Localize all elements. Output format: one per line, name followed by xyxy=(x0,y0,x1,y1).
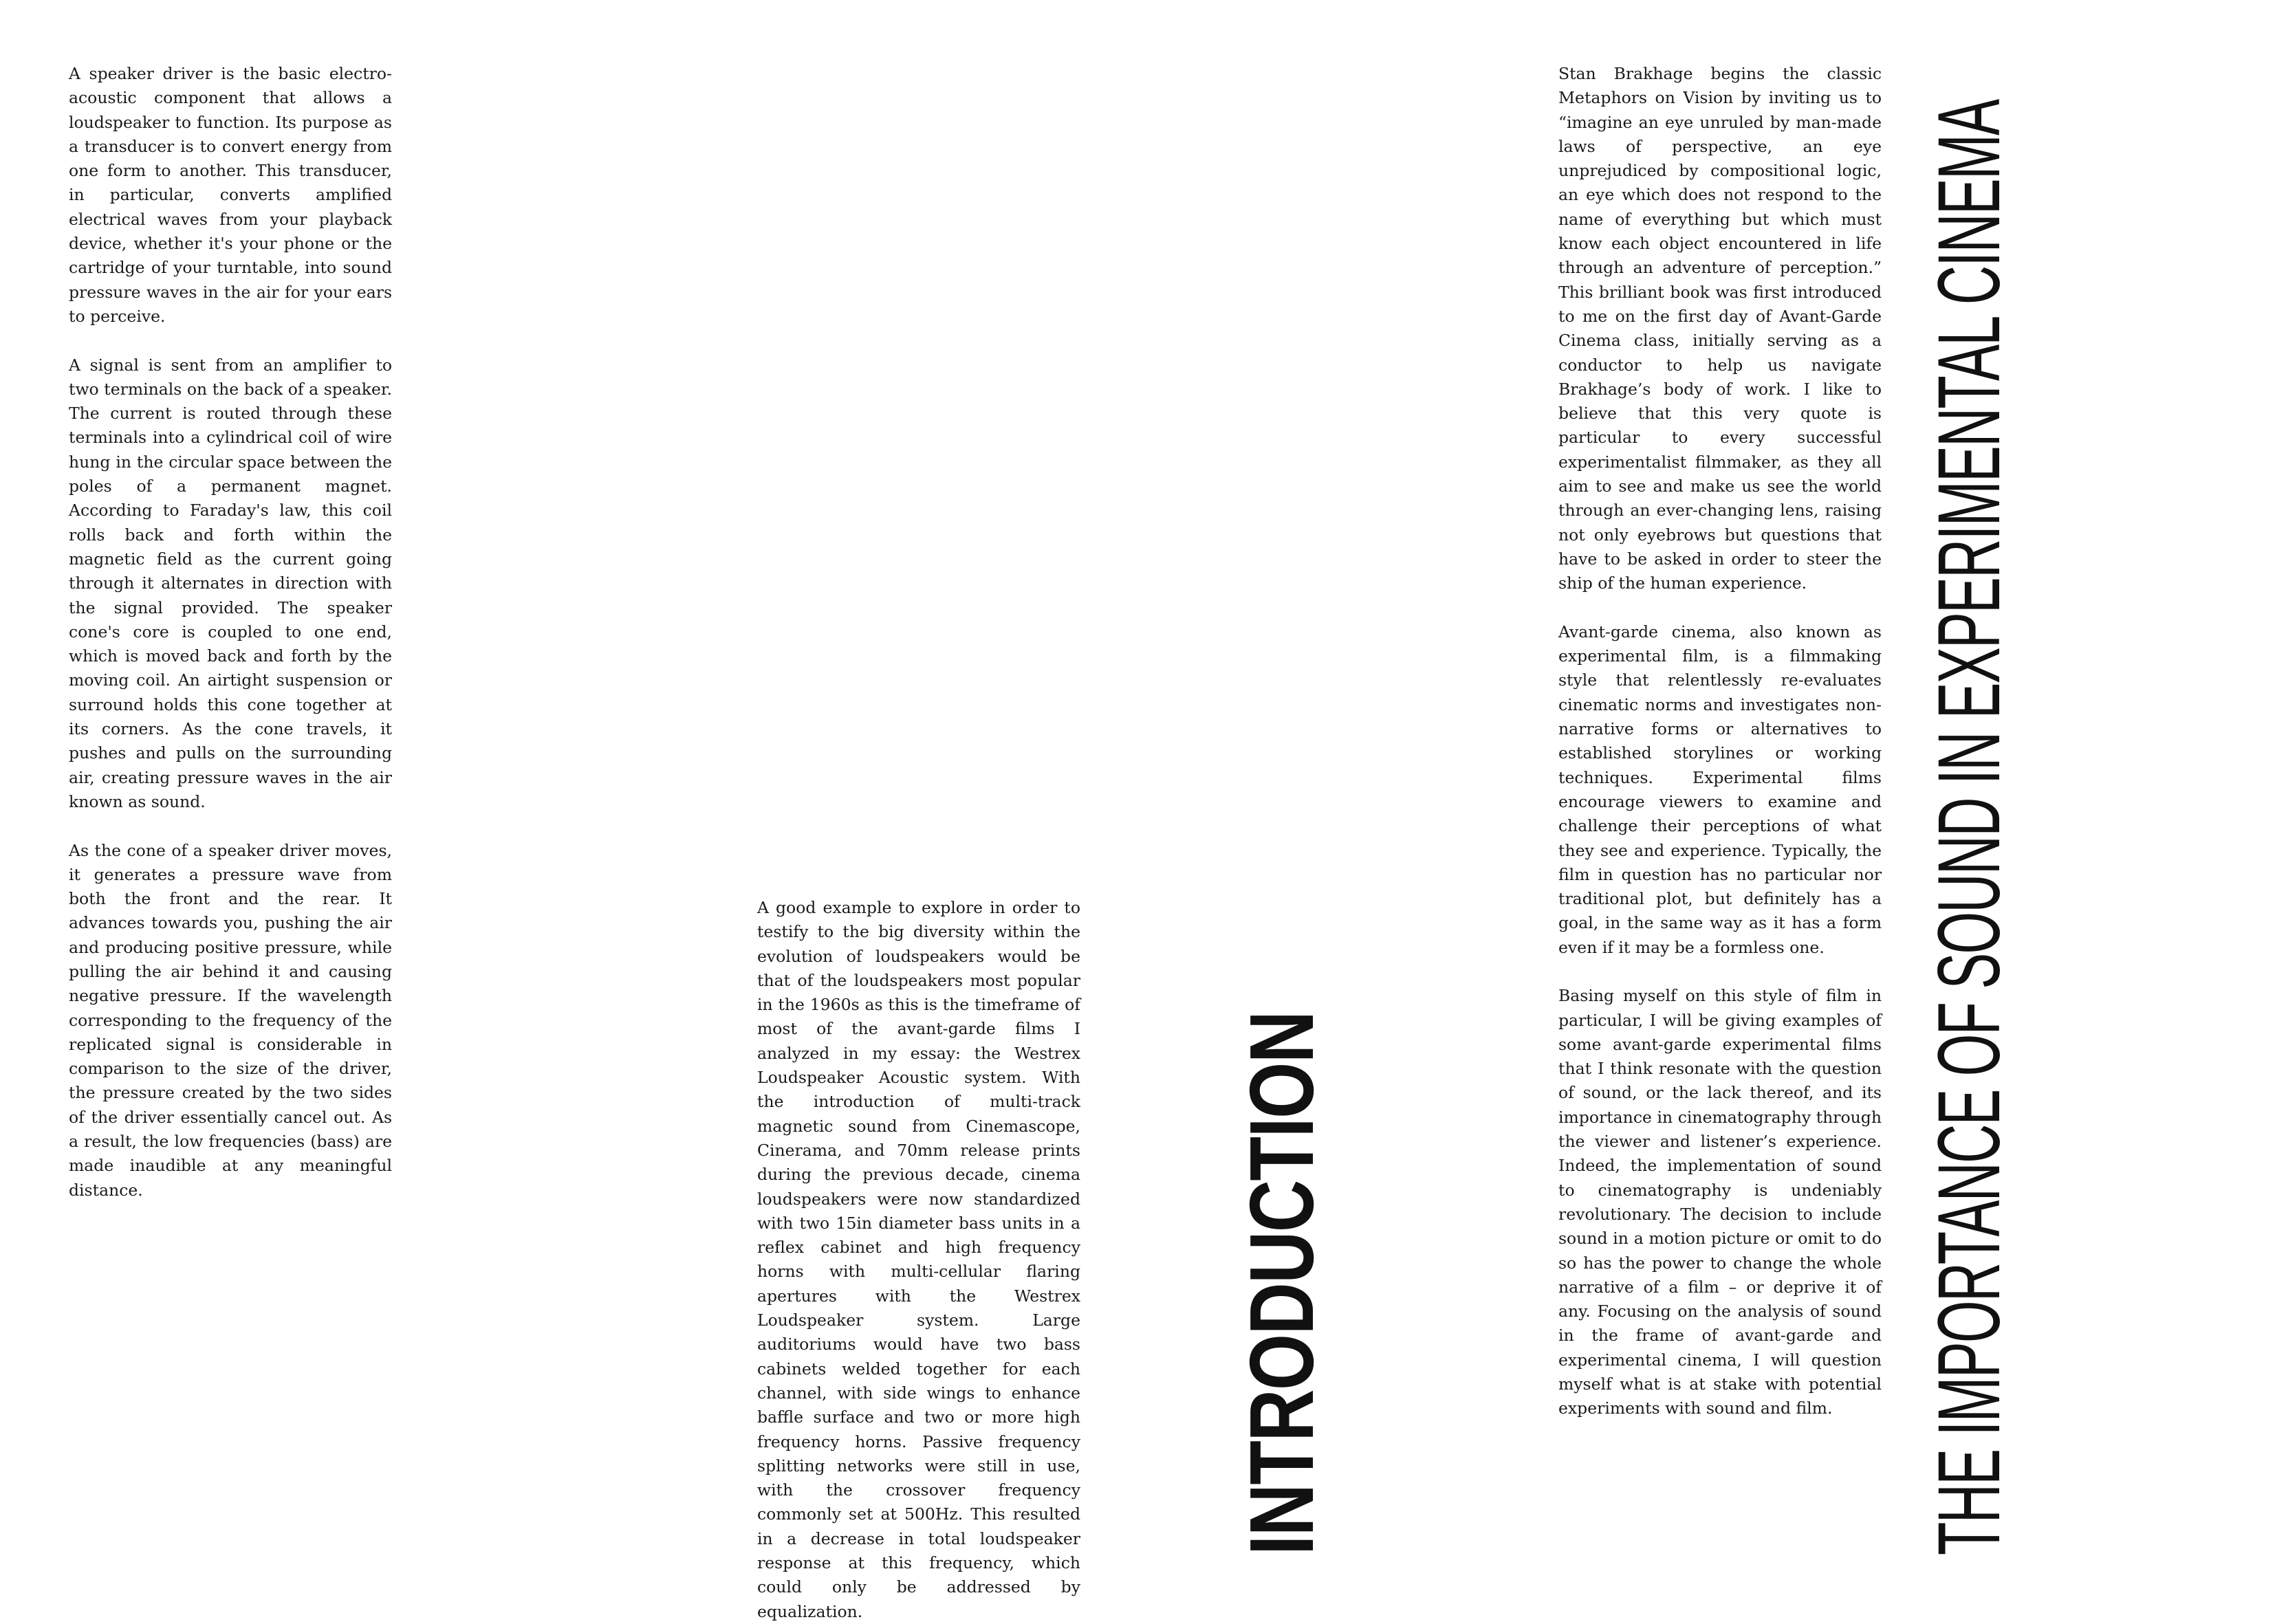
left-text-column xyxy=(69,62,392,1203)
page-title: THE IMPORTANCE OF SOUND IN EXPERIMENTAL CINEMA xyxy=(1920,100,2018,1555)
right-paragraph-1: Stan Brakhage begins the classic Metaphors on Vision by inviting us to “imagine an eye unruled by man-made laws of perspective, an eye unprejudiced by compositional logic, an eye which does not respond to the name of everything but which must know each object encountered in life through an adventure of perception.” This brilliant book was first introduced to me on the first day of Avant-Garde Cinema class, initially serving as a conductor to help us navigate Brakhage’s body of work. I like to believe that this very quote is particular to every successful experimentalist filmmaker, as they all aim to see and make us see the world through an ever-changing lens, raising not only eyebrows but questions that have to be asked in order to steer the ship of the human experience. xyxy=(1558,64,1882,593)
section-heading: INTRODUCTION xyxy=(1231,1011,1332,1555)
left-paragraph-2: A signal is sent from an amplifier to two terminals on the back of a speaker. The current is routed through these terminals into a cylindrical coil of wire hung in the circular space between the poles of a permanent magnet. According to Faraday's law, this coil rolls back and forth within the magnetic field as the current going through it alternates in direction with the signal provided. The speaker cone's core is coupled to one end, which is moved back and forth by the moving coil. An airtight suspension or surround holds this cone together at its corners. As the cone travels, it pushes and pulls on the surrounding air, creating pressure waves in the air known as sound. xyxy=(69,355,392,811)
right-paragraph-2: Avant-garde cinema, also known as experimental film, is a filmmaking style that relentlessly re-evaluates cinematic norms and investigates non-narrative forms or alternatives to established storylines or working techniques. Experimental films encourage viewers to examine and challenge their perceptions of what they see and experience. Typically, the film in question has no particular nor traditional plot, but definitely has a goal, in the same way as it has a form even if it may be a formless one. xyxy=(1558,622,1882,957)
left-paragraph-1: A speaker driver is the basic electro-acoustic component that allows a loudspeaker to function. Its purpose as a transducer is to convert energy from one form to another. This transducer, in particular, converts amplified electrical waves from your playback device, whether it's your phone or the cartridge of your turntable, into sound pressure waves in the air for your ears to perceive. xyxy=(69,64,392,326)
left-paragraph-3: As the cone of a speaker driver moves, it generates a pressure wave from both the front and the rear. It advances towards you, pushing the air and producing positive pressure, while pulling the air behind it and causing negative pressure. If the wavelength corresponding to the frequency of the replicated signal is considerable in comparison to the size of the driver, the pressure created by the two sides of the driver essentially cancel out. As a result, the low frequencies (bass) are made inaudible at any meaningful distance. xyxy=(69,840,392,1200)
middle-text-column xyxy=(757,896,1080,1624)
right-paragraph-3: Basing myself on this style of film in particular, I will be giving examples of some avant-garde experimental films that I think resonate with the question of sound, or the lack thereof, and its importance in cinematography through the viewer and listener’s experience. Indeed, the implementation of sound to cinematography is undeniably revolutionary. The decision to include sound in a motion picture or omit to do so has the power to change the whole narrative of a film – or deprive it of any. Focusing on the analysis of sound in the frame of avant-garde and experimental cinema, I will question myself what is at stake with potential experiments with sound and film. xyxy=(1558,986,1882,1418)
middle-paragraph-1: A good example to explore in order to testify to the big diversity within the evolution of loudspeakers would be that of the loudspeakers most popular in the 1960s as this is the timeframe of most of the avant-garde films I analyzed in my essay: the Westrex Loudspeaker Acoustic system. With the introduction of multi-track magnetic sound from Cinemascope, Cinerama, and 70mm release prints during the previous decade, cinema loudspeakers were now standardized with two 15in diameter bass units in a reflex cabinet and high frequency horns with multi-cellular flaring apertures with the Westrex Loudspeaker system. Large auditoriums would have two bass cabinets welded together for each channel, with side wings to enhance baffle surface and two or more high frequency horns. Passive frequency splitting networks were still in use, with the crossover frequency commonly set at 500Hz. This resulted in a decrease in total loudspeaker response at this frequency, which could only be addressed by equalization. xyxy=(757,898,1080,1621)
right-text-column xyxy=(1558,62,1882,1421)
